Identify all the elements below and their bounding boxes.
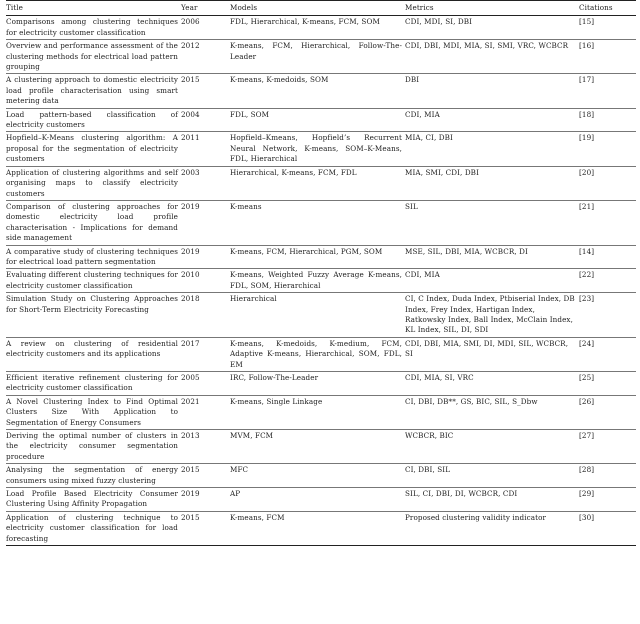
cell-metrics: WCBCR, BIC	[405, 431, 454, 441]
table-row	[6, 464, 636, 488]
table-row	[6, 430, 636, 464]
cell-models: K-means	[230, 201, 262, 211]
cell-citations: [23]	[579, 294, 595, 304]
cell-models: K-means, Single Linkage	[230, 396, 323, 406]
cell-year: 2010	[181, 270, 200, 280]
cell-metrics: MIA, CI, DBI	[405, 133, 453, 143]
cell-title: Simulation Study on Clustering Approaches for Short-Term Electricity Forecasting	[6, 294, 178, 314]
cell-citations: [26]	[579, 396, 595, 406]
table-row	[6, 40, 636, 74]
cell-models: K-means, K-medoids, K-medium, FCM, Adaptive K-means, Hierarchical, SOM, FDL, EM	[230, 338, 402, 369]
cell-citations: [29]	[579, 489, 595, 499]
cell-citations: [25]	[579, 373, 595, 382]
cell-year: 2012	[181, 41, 200, 51]
cell-year: 2019	[181, 246, 200, 256]
cell-metrics: DBI	[405, 75, 420, 85]
table-header	[6, 1, 636, 16]
cell-citations: [15]	[579, 17, 595, 27]
cell-models: K-means, K-medoids, SOM	[230, 75, 329, 85]
table-row	[6, 488, 636, 512]
cell-metrics: CI, DBI, DB**, GS, BIC, SIL, S_Dbw	[405, 396, 538, 406]
cell-models: K-means, FCM, Hierarchical, Follow-The-Leader	[230, 41, 402, 61]
cell-title: Overview and performance assessment of the clustering methods for electrical load pattern grouping	[6, 41, 178, 72]
cell-year: 2019	[181, 201, 200, 211]
cell-title: Load pattern-based classification of electricity customers	[6, 109, 178, 130]
table-body	[6, 16, 636, 546]
cell-metrics: CDI, DBI, MDI, MIA, SI, SMI, VRC, WCBCR	[405, 41, 569, 51]
table-row	[6, 166, 636, 200]
cell-models: K-means, FCM	[230, 512, 285, 522]
cell-year: 2005	[181, 373, 200, 382]
cell-year: 2006	[181, 17, 200, 27]
cell-year: 2015	[181, 512, 200, 522]
cell-citations: [21]	[579, 201, 595, 211]
table-row	[6, 108, 636, 132]
table-row	[6, 511, 636, 545]
cell-models: IRC, Follow-The-Leader	[230, 373, 319, 382]
cell-metrics: SIL	[405, 201, 418, 211]
cell-title: Deriving the optimal number of clusters in the electricity consumer segmentation procedure	[6, 431, 178, 461]
cell-citations: [19]	[579, 133, 595, 143]
cell-metrics: MSE, SIL, DBI, MIA, WCBCR, DI	[405, 246, 528, 256]
cell-citations: [28]	[579, 465, 595, 475]
cell-year: 2015	[181, 465, 200, 475]
table-row	[6, 337, 636, 371]
header-citations: Citations	[579, 3, 613, 12]
cell-year: 2021	[181, 396, 200, 406]
cell-title: A review on clustering of residential electricity customers and its applications	[6, 338, 178, 359]
cell-year: 2019	[181, 489, 200, 499]
cell-citations: [17]	[579, 75, 595, 85]
cell-models: Hierarchical	[230, 294, 277, 304]
cell-title: Application of clustering technique to electricity customer classification for load forecasting	[6, 512, 178, 543]
cell-metrics: CI, C Index, Duda Index, Ptbiserial Index, DB Index, Frey Index, Hartigan Index, Ratkowsky Index, Ball Index, McClain Index, KL Index, SIL, DI, SDI	[405, 294, 575, 335]
cell-title: Evaluating different clustering techniques for electricity customer classification	[6, 270, 178, 290]
header-year: Year	[181, 3, 198, 12]
cell-title: A comparative study of clustering techniques for electrical load pattern segmentation	[6, 246, 178, 266]
cell-title: Comparison of clustering approaches for domestic electricity load profile characterisation - Implications for demand side management	[6, 201, 178, 243]
cell-citations: [14]	[579, 246, 595, 256]
cell-models: MVM, FCM	[230, 431, 274, 441]
cell-models: K-means, Weighted Fuzzy Average K-means, FDL, SOM, Hierarchical	[230, 270, 402, 290]
table-row	[6, 269, 636, 293]
cell-citations: [27]	[579, 431, 595, 441]
header-title: Title	[6, 3, 24, 12]
cell-metrics: CI, DBI, SIL	[405, 465, 451, 475]
cell-title: Load Profile Based Electricity Consumer Clustering Using Affinity Propagation	[6, 489, 178, 509]
cell-citations: [16]	[579, 41, 595, 51]
cell-metrics: CDI, MIA, SI, VRC	[405, 373, 474, 382]
cell-year: 2004	[181, 109, 200, 119]
cell-year: 2013	[181, 431, 200, 441]
cell-metrics: MIA, SMI, CDI, DBI	[405, 167, 480, 177]
cell-metrics: SIL, CI, DBI, DI, WCBCR, CDI	[405, 489, 518, 499]
cell-models: Hopfield–Kmeans, Hopfield’s Recurrent Neural Network, K-means, SOM–K-Means, FDL, Hierarchical	[230, 133, 402, 164]
cell-metrics: CDI, MIA	[405, 109, 440, 119]
cell-year: 2017	[181, 338, 200, 348]
cell-year: 2015	[181, 75, 200, 85]
cell-title: Hopfield–K-Means clustering algorithm: A proposal for the segmentation of electricity customers	[6, 133, 178, 164]
header-row	[6, 1, 636, 16]
cell-metrics: CDI, MIA	[405, 270, 440, 280]
clustering-literature-table	[6, 0, 636, 546]
cell-models: Hierarchical, K-means, FCM, FDL	[230, 167, 357, 177]
table-row	[6, 245, 636, 269]
cell-models: AP	[230, 489, 241, 499]
cell-title: A Novel Clustering Index to Find Optimal Clusters Size With Application to Segmentation of Energy Consumers	[6, 396, 178, 427]
cell-metrics: Proposed clustering validity indicator	[405, 512, 547, 522]
table-row	[6, 132, 636, 166]
table-row	[6, 293, 636, 338]
cell-title: Application of clustering algorithms and self organising maps to classify electricity customers	[6, 167, 178, 198]
cell-title: Comparisons among clustering techniques for electricity customer classification	[6, 17, 178, 37]
cell-models: FDL, SOM	[230, 109, 270, 119]
cell-metrics: CDI, MDI, SI, DBI	[405, 17, 473, 27]
header-metrics: Metrics	[405, 3, 434, 12]
cell-year: 2018	[181, 294, 200, 304]
cell-year: 2003	[181, 167, 200, 177]
header-models: Models	[230, 3, 258, 12]
table-row	[6, 16, 636, 40]
cell-year: 2011	[181, 133, 200, 143]
cell-models: K-means, FCM, Hierarchical, PGM, SOM	[230, 246, 383, 256]
cell-citations: [22]	[579, 270, 595, 280]
cell-title: Efficient iterative refinement clustering for electricity customer classification	[6, 373, 178, 393]
cell-models: FDL, Hierarchical, K-means, FCM, SOM	[230, 17, 380, 27]
table-row	[6, 200, 636, 245]
table-row	[6, 395, 636, 429]
table-row	[6, 74, 636, 108]
cell-title: Analysing the segmentation of energy consumers using mixed fuzzy clustering	[6, 465, 178, 485]
cell-title: A clustering approach to domestic electricity load profile characterisation using smart metering data	[6, 75, 178, 106]
cell-metrics: CDI, DBI, MIA, SMI, DI, MDI, SIL, WCBCR, SI	[405, 338, 569, 359]
cell-citations: [18]	[579, 109, 595, 119]
table-row	[6, 372, 636, 396]
cell-citations: [30]	[579, 512, 595, 522]
cell-citations: [20]	[579, 167, 595, 177]
cell-models: MFC	[230, 465, 249, 475]
cell-citations: [24]	[579, 338, 595, 348]
